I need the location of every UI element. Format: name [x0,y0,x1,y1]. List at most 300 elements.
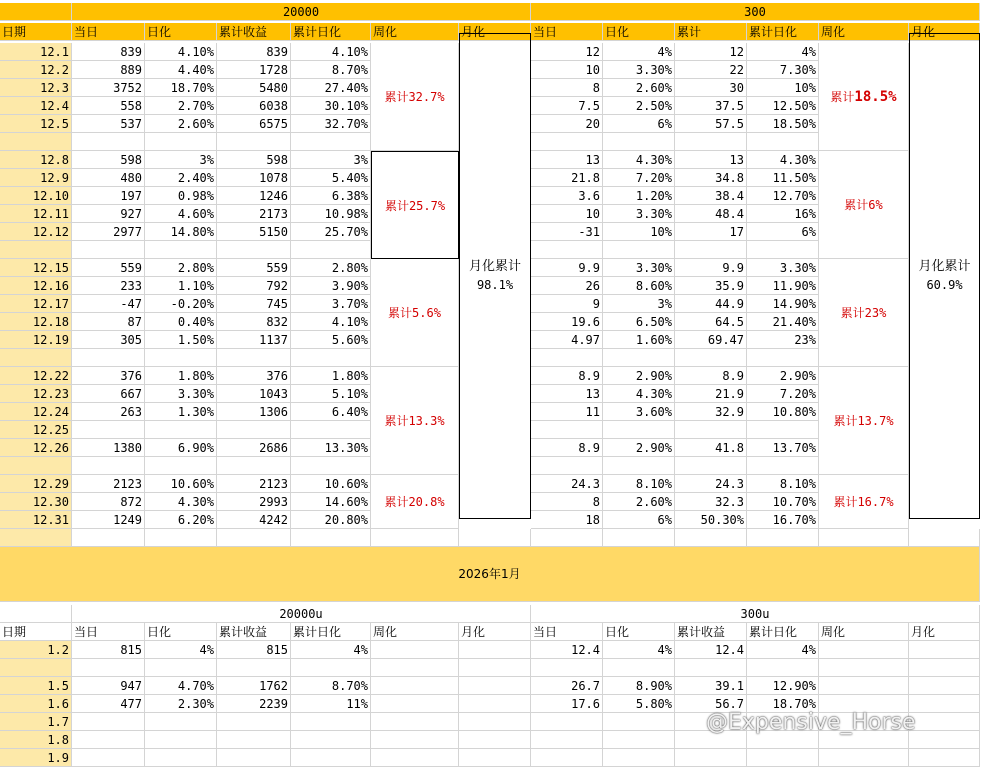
value-cell[interactable]: 2123 [217,475,291,493]
value-cell[interactable]: 3.60% [603,403,675,421]
value-cell[interactable] [217,241,291,259]
value-cell[interactable]: 3752 [72,79,145,97]
value-cell[interactable]: 3% [145,151,217,169]
value-cell[interactable]: 839 [217,43,291,61]
value-cell[interactable]: 376 [217,367,291,385]
value-cell[interactable]: 263 [72,403,145,421]
date-cell[interactable]: 12.10 [0,187,72,205]
value-cell[interactable]: 6.38% [291,187,371,205]
value-cell[interactable] [145,241,217,259]
value-cell[interactable]: 12.90% [747,677,819,695]
empty-cell[interactable] [72,529,145,547]
value-cell[interactable]: 7.5 [531,97,603,115]
date-cell[interactable] [0,133,72,151]
group-header-300u[interactable]: 300u [531,605,980,623]
date-cell[interactable]: 12.3 [0,79,72,97]
weekly-cell[interactable] [371,731,459,749]
date-cell[interactable]: 1.8 [0,731,72,749]
value-cell[interactable]: 2.80% [291,259,371,277]
value-cell[interactable]: 10.80% [747,403,819,421]
value-cell[interactable]: 10 [531,205,603,223]
value-cell[interactable]: 233 [72,277,145,295]
value-cell[interactable] [72,349,145,367]
value-cell[interactable]: 4% [603,43,675,61]
value-cell[interactable]: 4.10% [145,43,217,61]
value-cell[interactable] [291,349,371,367]
date-cell[interactable]: 12.9 [0,169,72,187]
value-cell[interactable]: 9.9 [531,259,603,277]
value-cell[interactable] [291,749,371,767]
value-cell[interactable]: 14.80% [145,223,217,241]
value-cell[interactable]: 9.9 [675,259,747,277]
value-cell[interactable] [145,349,217,367]
weekly-cell[interactable] [819,659,909,677]
value-cell[interactable] [603,749,675,767]
date-cell[interactable]: 12.2 [0,61,72,79]
value-cell[interactable]: 537 [72,115,145,133]
monthly-cell[interactable] [459,731,531,749]
value-cell[interactable]: 667 [72,385,145,403]
value-cell[interactable] [72,421,145,439]
value-cell[interactable]: 3.90% [291,277,371,295]
value-cell[interactable]: 12.50% [747,97,819,115]
value-cell[interactable]: 8 [531,493,603,511]
value-cell[interactable]: 27.40% [291,79,371,97]
empty-cell[interactable] [531,529,603,547]
date-cell[interactable]: 12.29 [0,475,72,493]
empty-cell[interactable] [291,529,371,547]
corner-cell[interactable] [0,3,72,21]
value-cell[interactable]: 1.20% [603,187,675,205]
column-header[interactable]: 累计日化 [291,23,371,41]
date-cell[interactable] [0,349,72,367]
value-cell[interactable]: 1380 [72,439,145,457]
date-cell[interactable]: 12.5 [0,115,72,133]
date-cell[interactable] [0,457,72,475]
column-header[interactable]: 月化 [459,23,531,41]
value-cell[interactable]: 41.8 [675,439,747,457]
value-cell[interactable] [72,749,145,767]
value-cell[interactable]: 18.70% [747,695,819,713]
value-cell[interactable]: -31 [531,223,603,241]
value-cell[interactable]: 5.10% [291,385,371,403]
weekly-cell[interactable] [819,641,909,659]
column-header[interactable]: 日期 [0,23,72,41]
value-cell[interactable]: 1246 [217,187,291,205]
value-cell[interactable]: 10.70% [747,493,819,511]
value-cell[interactable]: 0.40% [145,313,217,331]
column-header[interactable]: 累计日化 [747,623,819,641]
value-cell[interactable]: 56.7 [675,695,747,713]
value-cell[interactable]: 38.4 [675,187,747,205]
value-cell[interactable]: 4.10% [291,313,371,331]
value-cell[interactable]: 2239 [217,695,291,713]
value-cell[interactable]: 6038 [217,97,291,115]
value-cell[interactable] [603,133,675,151]
value-cell[interactable]: 13.70% [747,439,819,457]
value-cell[interactable]: 8.70% [291,61,371,79]
value-cell[interactable]: 37.5 [675,97,747,115]
value-cell[interactable]: 2.90% [603,439,675,457]
value-cell[interactable] [72,133,145,151]
value-cell[interactable] [747,133,819,151]
date-cell[interactable] [0,241,72,259]
value-cell[interactable] [217,457,291,475]
value-cell[interactable]: 13 [675,151,747,169]
value-cell[interactable]: 2.80% [145,259,217,277]
value-cell[interactable]: 889 [72,61,145,79]
date-cell[interactable]: 12.30 [0,493,72,511]
date-cell[interactable]: 1.5 [0,677,72,695]
value-cell[interactable]: 3% [603,295,675,313]
value-cell[interactable] [531,241,603,259]
value-cell[interactable]: 1728 [217,61,291,79]
value-cell[interactable] [531,659,603,677]
monthly-cell[interactable] [909,731,980,749]
date-cell[interactable]: 12.31 [0,511,72,529]
value-cell[interactable]: 4.30% [145,493,217,511]
value-cell[interactable] [531,749,603,767]
value-cell[interactable]: 5480 [217,79,291,97]
monthly-cell[interactable] [459,641,531,659]
value-cell[interactable] [675,241,747,259]
date-cell[interactable]: 12.15 [0,259,72,277]
date-cell[interactable]: 12.24 [0,403,72,421]
column-header[interactable]: 周化 [371,623,459,641]
value-cell[interactable]: -0.20% [145,295,217,313]
value-cell[interactable]: 815 [217,641,291,659]
value-cell[interactable]: 3.30% [603,259,675,277]
value-cell[interactable]: 50.30% [675,511,747,529]
value-cell[interactable] [291,713,371,731]
column-header[interactable]: 周化 [819,623,909,641]
value-cell[interactable]: 12.70% [747,187,819,205]
value-cell[interactable] [145,457,217,475]
value-cell[interactable]: 2.60% [145,115,217,133]
value-cell[interactable]: 5150 [217,223,291,241]
value-cell[interactable]: 1.50% [145,331,217,349]
value-cell[interactable]: 6.90% [145,439,217,457]
date-cell[interactable] [0,659,72,677]
value-cell[interactable]: 1043 [217,385,291,403]
value-cell[interactable]: 8.10% [747,475,819,493]
weekly-cell[interactable] [819,677,909,695]
value-cell[interactable]: 480 [72,169,145,187]
value-cell[interactable]: 12 [675,43,747,61]
value-cell[interactable] [747,749,819,767]
value-cell[interactable] [675,659,747,677]
value-cell[interactable]: 11.90% [747,277,819,295]
value-cell[interactable]: 44.9 [675,295,747,313]
value-cell[interactable] [217,713,291,731]
value-cell[interactable]: 1306 [217,403,291,421]
value-cell[interactable] [291,659,371,677]
column-header[interactable]: 当日 [531,23,603,41]
value-cell[interactable]: 32.70% [291,115,371,133]
value-cell[interactable] [291,241,371,259]
column-header[interactable]: 月化 [909,623,980,641]
value-cell[interactable]: 5.40% [291,169,371,187]
date-cell[interactable]: 12.17 [0,295,72,313]
value-cell[interactable]: 14.60% [291,493,371,511]
value-cell[interactable] [675,133,747,151]
value-cell[interactable]: 4.97 [531,331,603,349]
value-cell[interactable] [217,133,291,151]
value-cell[interactable]: 2977 [72,223,145,241]
value-cell[interactable] [531,713,603,731]
value-cell[interactable]: 4% [291,641,371,659]
value-cell[interactable]: 4.30% [603,151,675,169]
value-cell[interactable]: 8.90% [603,677,675,695]
monthly-cell[interactable] [459,713,531,731]
value-cell[interactable]: 34.8 [675,169,747,187]
value-cell[interactable]: 16% [747,205,819,223]
column-header[interactable]: 月化 [909,23,980,41]
monthly-cell[interactable] [909,713,980,731]
date-cell[interactable]: 12.22 [0,367,72,385]
value-cell[interactable]: 39.1 [675,677,747,695]
value-cell[interactable] [145,749,217,767]
value-cell[interactable] [747,349,819,367]
value-cell[interactable]: 2.40% [145,169,217,187]
value-cell[interactable]: 13 [531,385,603,403]
value-cell[interactable]: 1137 [217,331,291,349]
value-cell[interactable]: 7.20% [603,169,675,187]
empty-cell[interactable] [145,529,217,547]
value-cell[interactable]: 7.30% [747,61,819,79]
value-cell[interactable]: 3.70% [291,295,371,313]
value-cell[interactable]: 13 [531,151,603,169]
value-cell[interactable] [603,457,675,475]
value-cell[interactable]: 4.10% [291,43,371,61]
value-cell[interactable]: 20.80% [291,511,371,529]
value-cell[interactable] [603,349,675,367]
value-cell[interactable]: 18.70% [145,79,217,97]
value-cell[interactable]: -47 [72,295,145,313]
weekly-cumulative-20000[interactable]: 累计13.3% [371,367,459,475]
value-cell[interactable]: 7.20% [747,385,819,403]
value-cell[interactable]: 17.6 [531,695,603,713]
weekly-cell[interactable] [371,695,459,713]
value-cell[interactable]: 24.3 [531,475,603,493]
value-cell[interactable]: 2993 [217,493,291,511]
column-header[interactable]: 累计收益 [217,23,291,41]
date-cell[interactable]: 12.26 [0,439,72,457]
empty-cell[interactable] [909,529,980,547]
value-cell[interactable] [145,133,217,151]
value-cell[interactable]: 8.9 [675,367,747,385]
empty-cell[interactable] [459,529,531,547]
value-cell[interactable]: 11 [531,403,603,421]
value-cell[interactable]: 16.70% [747,511,819,529]
value-cell[interactable]: 9 [531,295,603,313]
date-cell[interactable]: 12.8 [0,151,72,169]
value-cell[interactable]: 4.40% [145,61,217,79]
value-cell[interactable] [217,349,291,367]
value-cell[interactable]: 6.40% [291,403,371,421]
value-cell[interactable]: 2.30% [145,695,217,713]
value-cell[interactable]: 2686 [217,439,291,457]
date-cell[interactable]: 12.23 [0,385,72,403]
weekly-cumulative-20000[interactable]: 累计20.8% [371,475,459,529]
value-cell[interactable]: 839 [72,43,145,61]
value-cell[interactable]: 10.60% [145,475,217,493]
value-cell[interactable]: 3.30% [747,259,819,277]
value-cell[interactable]: 1.80% [145,367,217,385]
column-header[interactable]: 累计收益 [675,623,747,641]
value-cell[interactable]: 872 [72,493,145,511]
monthly-cumulative-20000[interactable] [459,33,531,519]
value-cell[interactable] [747,421,819,439]
value-cell[interactable] [531,421,603,439]
weekly-cumulative-20000[interactable]: 累计5.6% [371,259,459,367]
value-cell[interactable]: 1.80% [291,367,371,385]
value-cell[interactable]: 6.50% [603,313,675,331]
value-cell[interactable] [291,133,371,151]
column-header[interactable]: 周化 [371,23,459,41]
weekly-cumulative-300[interactable]: 累计23% [819,259,909,367]
empty-cell[interactable] [819,529,909,547]
group-header-20000u[interactable]: 20000u [72,605,531,623]
value-cell[interactable]: 1.30% [145,403,217,421]
value-cell[interactable]: 32.3 [675,493,747,511]
value-cell[interactable] [291,457,371,475]
value-cell[interactable]: 19.6 [531,313,603,331]
monthly-cell[interactable] [909,695,980,713]
value-cell[interactable]: 6% [603,115,675,133]
weekly-cell[interactable] [371,677,459,695]
value-cell[interactable]: 832 [217,313,291,331]
value-cell[interactable]: 69.47 [675,331,747,349]
column-header[interactable]: 累计 [675,23,747,41]
value-cell[interactable]: 1.60% [603,331,675,349]
value-cell[interactable]: 10.60% [291,475,371,493]
value-cell[interactable] [72,659,145,677]
value-cell[interactable]: 947 [72,677,145,695]
value-cell[interactable]: 2.60% [603,79,675,97]
value-cell[interactable]: 2.70% [145,97,217,115]
value-cell[interactable]: 559 [72,259,145,277]
value-cell[interactable]: 2123 [72,475,145,493]
value-cell[interactable]: 559 [217,259,291,277]
value-cell[interactable]: 4% [603,641,675,659]
value-cell[interactable]: 1762 [217,677,291,695]
value-cell[interactable]: 477 [72,695,145,713]
value-cell[interactable]: 4.30% [747,151,819,169]
value-cell[interactable]: 4.30% [603,385,675,403]
column-header[interactable]: 日化 [145,623,217,641]
value-cell[interactable]: 0.98% [145,187,217,205]
value-cell[interactable]: 927 [72,205,145,223]
value-cell[interactable]: 5.60% [291,331,371,349]
value-cell[interactable] [145,713,217,731]
value-cell[interactable] [217,421,291,439]
value-cell[interactable]: 35.9 [675,277,747,295]
monthly-cell[interactable] [909,641,980,659]
empty-cell[interactable] [675,529,747,547]
date-cell[interactable]: 12.4 [0,97,72,115]
value-cell[interactable]: 2173 [217,205,291,223]
value-cell[interactable]: 24.3 [675,475,747,493]
value-cell[interactable] [217,731,291,749]
column-header[interactable]: 周化 [819,23,909,41]
value-cell[interactable]: 2.50% [603,97,675,115]
value-cell[interactable] [747,241,819,259]
column-header[interactable]: 当日 [531,623,603,641]
value-cell[interactable]: 14.90% [747,295,819,313]
value-cell[interactable]: 12 [531,43,603,61]
column-header[interactable]: 日化 [145,23,217,41]
column-header[interactable]: 日化 [603,623,675,641]
value-cell[interactable]: 6% [603,511,675,529]
value-cell[interactable]: 12.4 [675,641,747,659]
value-cell[interactable]: 17 [675,223,747,241]
date-cell[interactable]: 1.7 [0,713,72,731]
date-cell[interactable]: 1.2 [0,641,72,659]
column-header[interactable]: 月化 [459,623,531,641]
date-cell[interactable] [0,529,72,547]
value-cell[interactable]: 21.40% [747,313,819,331]
value-cell[interactable]: 1249 [72,511,145,529]
value-cell[interactable] [675,421,747,439]
corner-cell[interactable] [0,605,72,623]
value-cell[interactable] [603,421,675,439]
date-cell[interactable]: 1.6 [0,695,72,713]
value-cell[interactable]: 4242 [217,511,291,529]
column-header[interactable]: 日化 [603,23,675,41]
value-cell[interactable] [72,241,145,259]
value-cell[interactable]: 2.90% [747,367,819,385]
value-cell[interactable]: 2.90% [603,367,675,385]
date-cell[interactable]: 12.1 [0,43,72,61]
value-cell[interactable] [603,731,675,749]
value-cell[interactable]: 8.60% [603,277,675,295]
value-cell[interactable]: 57.5 [675,115,747,133]
value-cell[interactable]: 4.70% [145,677,217,695]
column-header[interactable]: 累计收益 [217,623,291,641]
value-cell[interactable] [145,659,217,677]
value-cell[interactable] [291,421,371,439]
value-cell[interactable]: 3.30% [145,385,217,403]
value-cell[interactable]: 26.7 [531,677,603,695]
monthly-cell[interactable] [909,749,980,767]
value-cell[interactable] [145,731,217,749]
value-cell[interactable]: 8.9 [531,367,603,385]
value-cell[interactable] [145,421,217,439]
weekly-cumulative-300[interactable]: 累计16.7% [819,475,909,529]
value-cell[interactable] [603,713,675,731]
value-cell[interactable] [531,349,603,367]
date-cell[interactable]: 12.12 [0,223,72,241]
value-cell[interactable] [217,659,291,677]
value-cell[interactable]: 197 [72,187,145,205]
value-cell[interactable] [217,749,291,767]
value-cell[interactable]: 22 [675,61,747,79]
month-banner[interactable]: 2026年1月 [0,547,980,602]
column-header[interactable]: 累计日化 [747,23,819,41]
date-cell[interactable]: 12.18 [0,313,72,331]
value-cell[interactable]: 23% [747,331,819,349]
weekly-cell[interactable] [371,641,459,659]
value-cell[interactable] [747,659,819,677]
value-cell[interactable]: 376 [72,367,145,385]
value-cell[interactable]: 32.9 [675,403,747,421]
weekly-cumulative-20000[interactable]: 累计25.7% [371,151,459,259]
value-cell[interactable]: 64.5 [675,313,747,331]
value-cell[interactable] [531,731,603,749]
value-cell[interactable]: 598 [217,151,291,169]
weekly-cumulative-300[interactable] [819,43,909,151]
